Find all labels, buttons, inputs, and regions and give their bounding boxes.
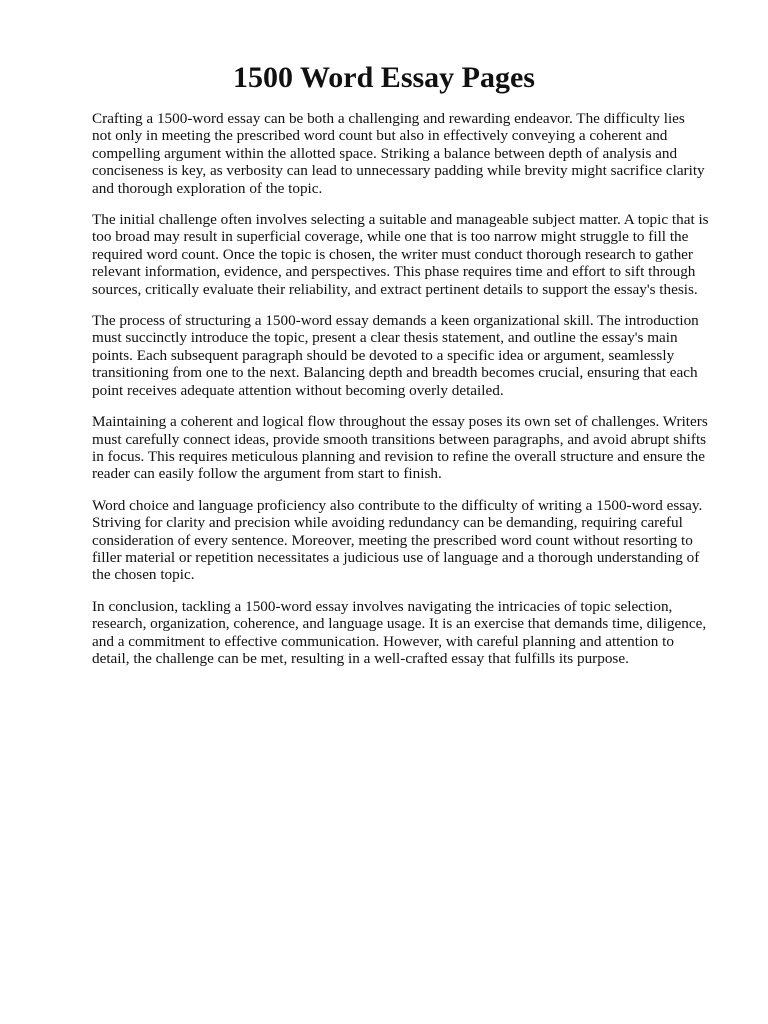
text-line: Maintaining a coherent and logical flow throughout the essay poses its own set of challenges. Writers [92, 413, 708, 431]
text-line: required word count. Once the topic is chosen, the writer must conduct thorough research to gather [92, 245, 693, 263]
text-line: in focus. This requires meticulous planning and revision to refine the overall structure and ensure the [92, 447, 705, 465]
text-line: and thorough exploration of the topic. [92, 179, 323, 197]
text-line: Crafting a 1500-word essay can be both a challenging and rewarding endeavor. The difficulty lies [92, 110, 685, 127]
text-line: Striving for clarity and precision while avoiding redundancy can be demanding, requiring careful [92, 514, 683, 532]
text-line: point receives adequate attention without becoming overly detailed. [92, 381, 504, 399]
text-line: the chosen topic. [92, 566, 195, 584]
text-line: relevant information, evidence, and perspectives. This phase requires time and effort to sift through [92, 263, 696, 281]
text-line: must carefully connect ideas, provide smooth transitions between paragraphs, and avoid abrupt shifts [92, 430, 707, 448]
paragraph [92, 110, 742, 197]
text-line: The process of structuring a 1500-word essay demands a keen organizational skill. The introduction [92, 312, 699, 330]
text-line: conciseness is key, as verbosity can lead to unnecessary padding while brevity might sacrifice clarity [92, 162, 705, 180]
paragraph [92, 211, 742, 298]
paragraph [92, 413, 742, 483]
paragraph [92, 598, 742, 668]
paragraph [92, 312, 742, 399]
text-line: must succinctly introduce the topic, present a clear thesis statement, and outline the essay's main [92, 329, 678, 347]
text-line: filler material or repetition necessitates a judicious use of language and a thorough understanding of [92, 548, 700, 566]
text-line: transitioning from one to the next. Balancing depth and breadth becomes crucial, ensuring that each [92, 364, 698, 382]
text-line: Word choice and language proficiency also contribute to the difficulty of writing a 1500-word essay. [92, 496, 703, 514]
text-line: too broad may result in superficial coverage, while one that is too narrow might struggle to fill the [92, 228, 689, 246]
text-line: points. Each subsequent paragraph should be devoted to a specific idea or argument, seamlessly [92, 346, 675, 364]
text-line: reader can easily follow the argument from start to finish. [92, 465, 442, 483]
text-line: research, organization, coherence, and language usage. It is an exercise that demands time, diligence, [92, 615, 707, 633]
text-line: The initial challenge often involves selecting a suitable and manageable subject matter. A topic that is [92, 211, 709, 229]
essay-body [92, 110, 742, 681]
page-title: 1500 Word Essay Pages [233, 61, 535, 94]
text-line: consideration of every sentence. Moreover, meeting the prescribed word count without resorting to [92, 531, 693, 549]
text-line: and a commitment to effective communication. However, with careful planning and attention to [92, 632, 674, 650]
text-line: In conclusion, tackling a 1500-word essay involves navigating the intricacies of topic selection, [92, 597, 673, 615]
text-line: detail, the challenge can be met, resulting in a well-crafted essay that fulfills its purpose. [92, 649, 629, 667]
text-line: sources, critically evaluate their reliability, and extract pertinent details to support the essay's thesis. [92, 280, 698, 298]
text-line: compelling argument within the allotted space. Striking a balance between depth of analysis and [92, 144, 678, 162]
paragraph [92, 497, 742, 584]
text-line: not only in meeting the prescribed word count but also in effectively conveying a coherent and [92, 127, 668, 145]
